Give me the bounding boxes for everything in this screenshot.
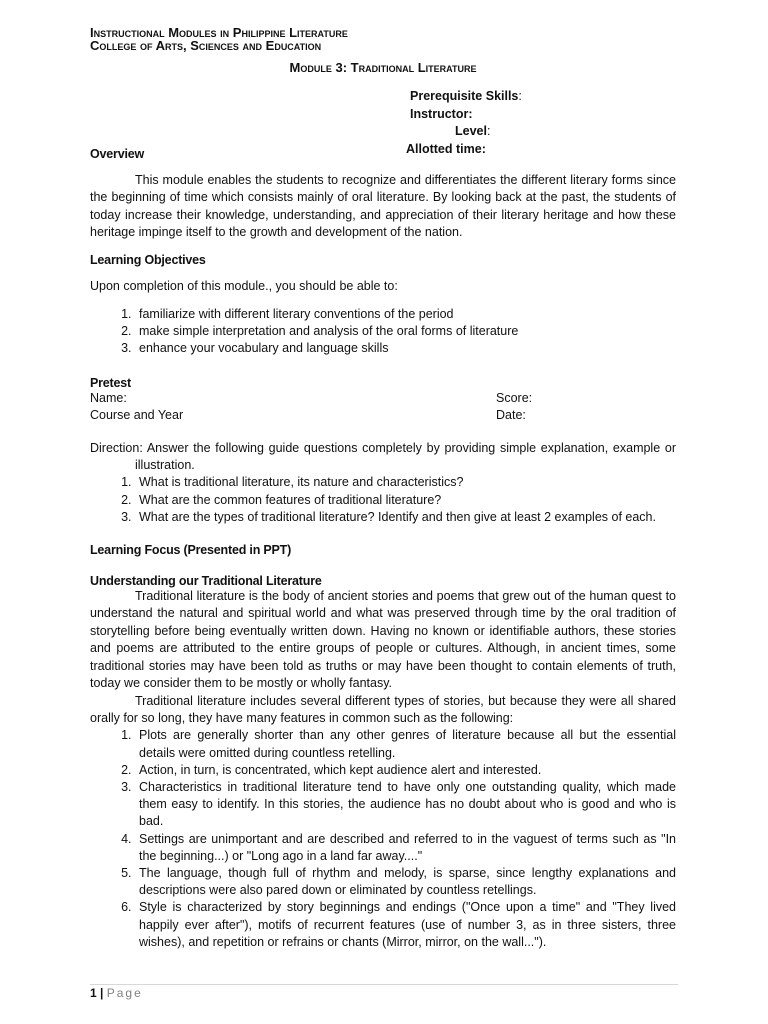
objectives-list: [90, 306, 676, 358]
meta-allotted-time: Allotted time:: [406, 141, 486, 156]
learning-focus-heading: Learning Focus (Presented in PPT): [90, 543, 292, 558]
feature-item: 4. Settings are unimportant and are described and referred to in the vaguest of terms such as "In the beginning...) or "Long ago in a land far away....": [135, 831, 676, 865]
objectives-intro: Upon completion of this module., you should be able to:: [90, 278, 398, 293]
objective-item: 1. familiarize with different literary conventions of the period: [135, 306, 676, 323]
feature-item: 1. Plots are generally shorter than any other genres of literature because all but the essential details were omitted during countless retelling.: [135, 727, 676, 761]
page-number: 1: [90, 986, 97, 1000]
module-title: Module 3: Traditional Literature: [289, 60, 477, 75]
understanding-paragraph-2: Traditional literature includes several different types of stories, but because they were all shared orally for so long, they have many features in common such as the following:: [90, 693, 676, 725]
module-meta: [406, 88, 522, 158]
pretest-heading: Pretest: [90, 375, 131, 390]
score-label: Score:: [496, 390, 533, 405]
name-label: Name:: [90, 390, 127, 405]
meta-prerequisite: Prerequisite Skills:: [410, 89, 522, 103]
course-year-label: Course and Year: [90, 407, 184, 422]
meta-instructor: Instructor:: [410, 106, 473, 121]
feature-item: 6. Style is characterized by story beginnings and endings ("Once upon a time" and "They lived happily ever after"), motifs of recurrent features (use of number 3, as in three sisters, three wishes), and repetition or refrains or chants (Mirror, mirror, on the wall...").: [135, 899, 676, 951]
understanding-paragraph-1: Traditional literature is the body of ancient stories and poems that grew out of the human quest to understand the natural and spiritual world and what was preserved through time by the oral tradition of storytelling before being eventually written down. Having no known or identifiable authors, these stories and poems are attributed to the entire groups of people or cultures. Although, in ancient times, some traditional stories may have been told as truths or may have been thought to contain elements of truth, today we consider them to be mostly or wholly fantasy.: [90, 589, 676, 691]
footer-divider: [90, 984, 678, 985]
feature-item: 5. The language, though full of rhythm and melody, is sparse, since lengthy explanations and descriptions were also pared down or eliminated by countless retellings.: [135, 865, 676, 899]
pretest-question: 3. What are the types of traditional literature? Identify and then give at least 2 examples of each.: [135, 509, 676, 526]
pretest-row-course: [90, 407, 676, 424]
features-list: [90, 727, 676, 951]
overview-text: This module enables the students to recognize and differentiates the different literary forms since the beginning of time which consists mainly of oral literature. By looking back at the past, the students of today increase their knowledge, understanding, and appreciation of their literary heritage and how these heritage impinge itself to the growth and development of the nation.: [90, 173, 676, 240]
page-separator: |: [100, 986, 104, 1000]
document-page: [90, 26, 676, 951]
objective-item: 3. enhance your vocabulary and language skills: [135, 340, 676, 357]
header-line-2: College of Arts, Sciences and Education: [90, 38, 322, 53]
meta-level: Level:: [455, 124, 491, 138]
pretest-questions: [90, 474, 676, 526]
feature-item: 2. Action, in turn, is concentrated, which kept audience alert and interested.: [135, 762, 676, 779]
header-line-1: Instructional Modules in Philippine Literature: [90, 25, 348, 40]
objective-item: 2. make simple interpretation and analysis of the oral forms of literature: [135, 323, 676, 340]
date-label: Date:: [496, 407, 526, 422]
pretest-question: 2. What are the common features of traditional literature?: [135, 492, 676, 509]
feature-item: 3. Characteristics in traditional literature tend to have only one outstanding quality, which made them easy to identify. In this stories, the audience has no doubt about who is good and who is bad.: [135, 779, 676, 831]
understanding-heading: Understanding our Traditional Literature: [90, 574, 322, 589]
pretest-row-name: [90, 390, 676, 407]
overview-heading: Overview: [90, 147, 144, 161]
pretest-direction: Direction: Answer the following guide questions completely by providing simple explanation, example or illustration.: [90, 440, 676, 473]
objectives-heading: Learning Objectives: [90, 252, 206, 267]
pretest-question: 1. What is traditional literature, its nature and characteristics?: [135, 474, 676, 491]
page-footer: [90, 986, 143, 1000]
page-label: Page: [106, 986, 143, 1000]
